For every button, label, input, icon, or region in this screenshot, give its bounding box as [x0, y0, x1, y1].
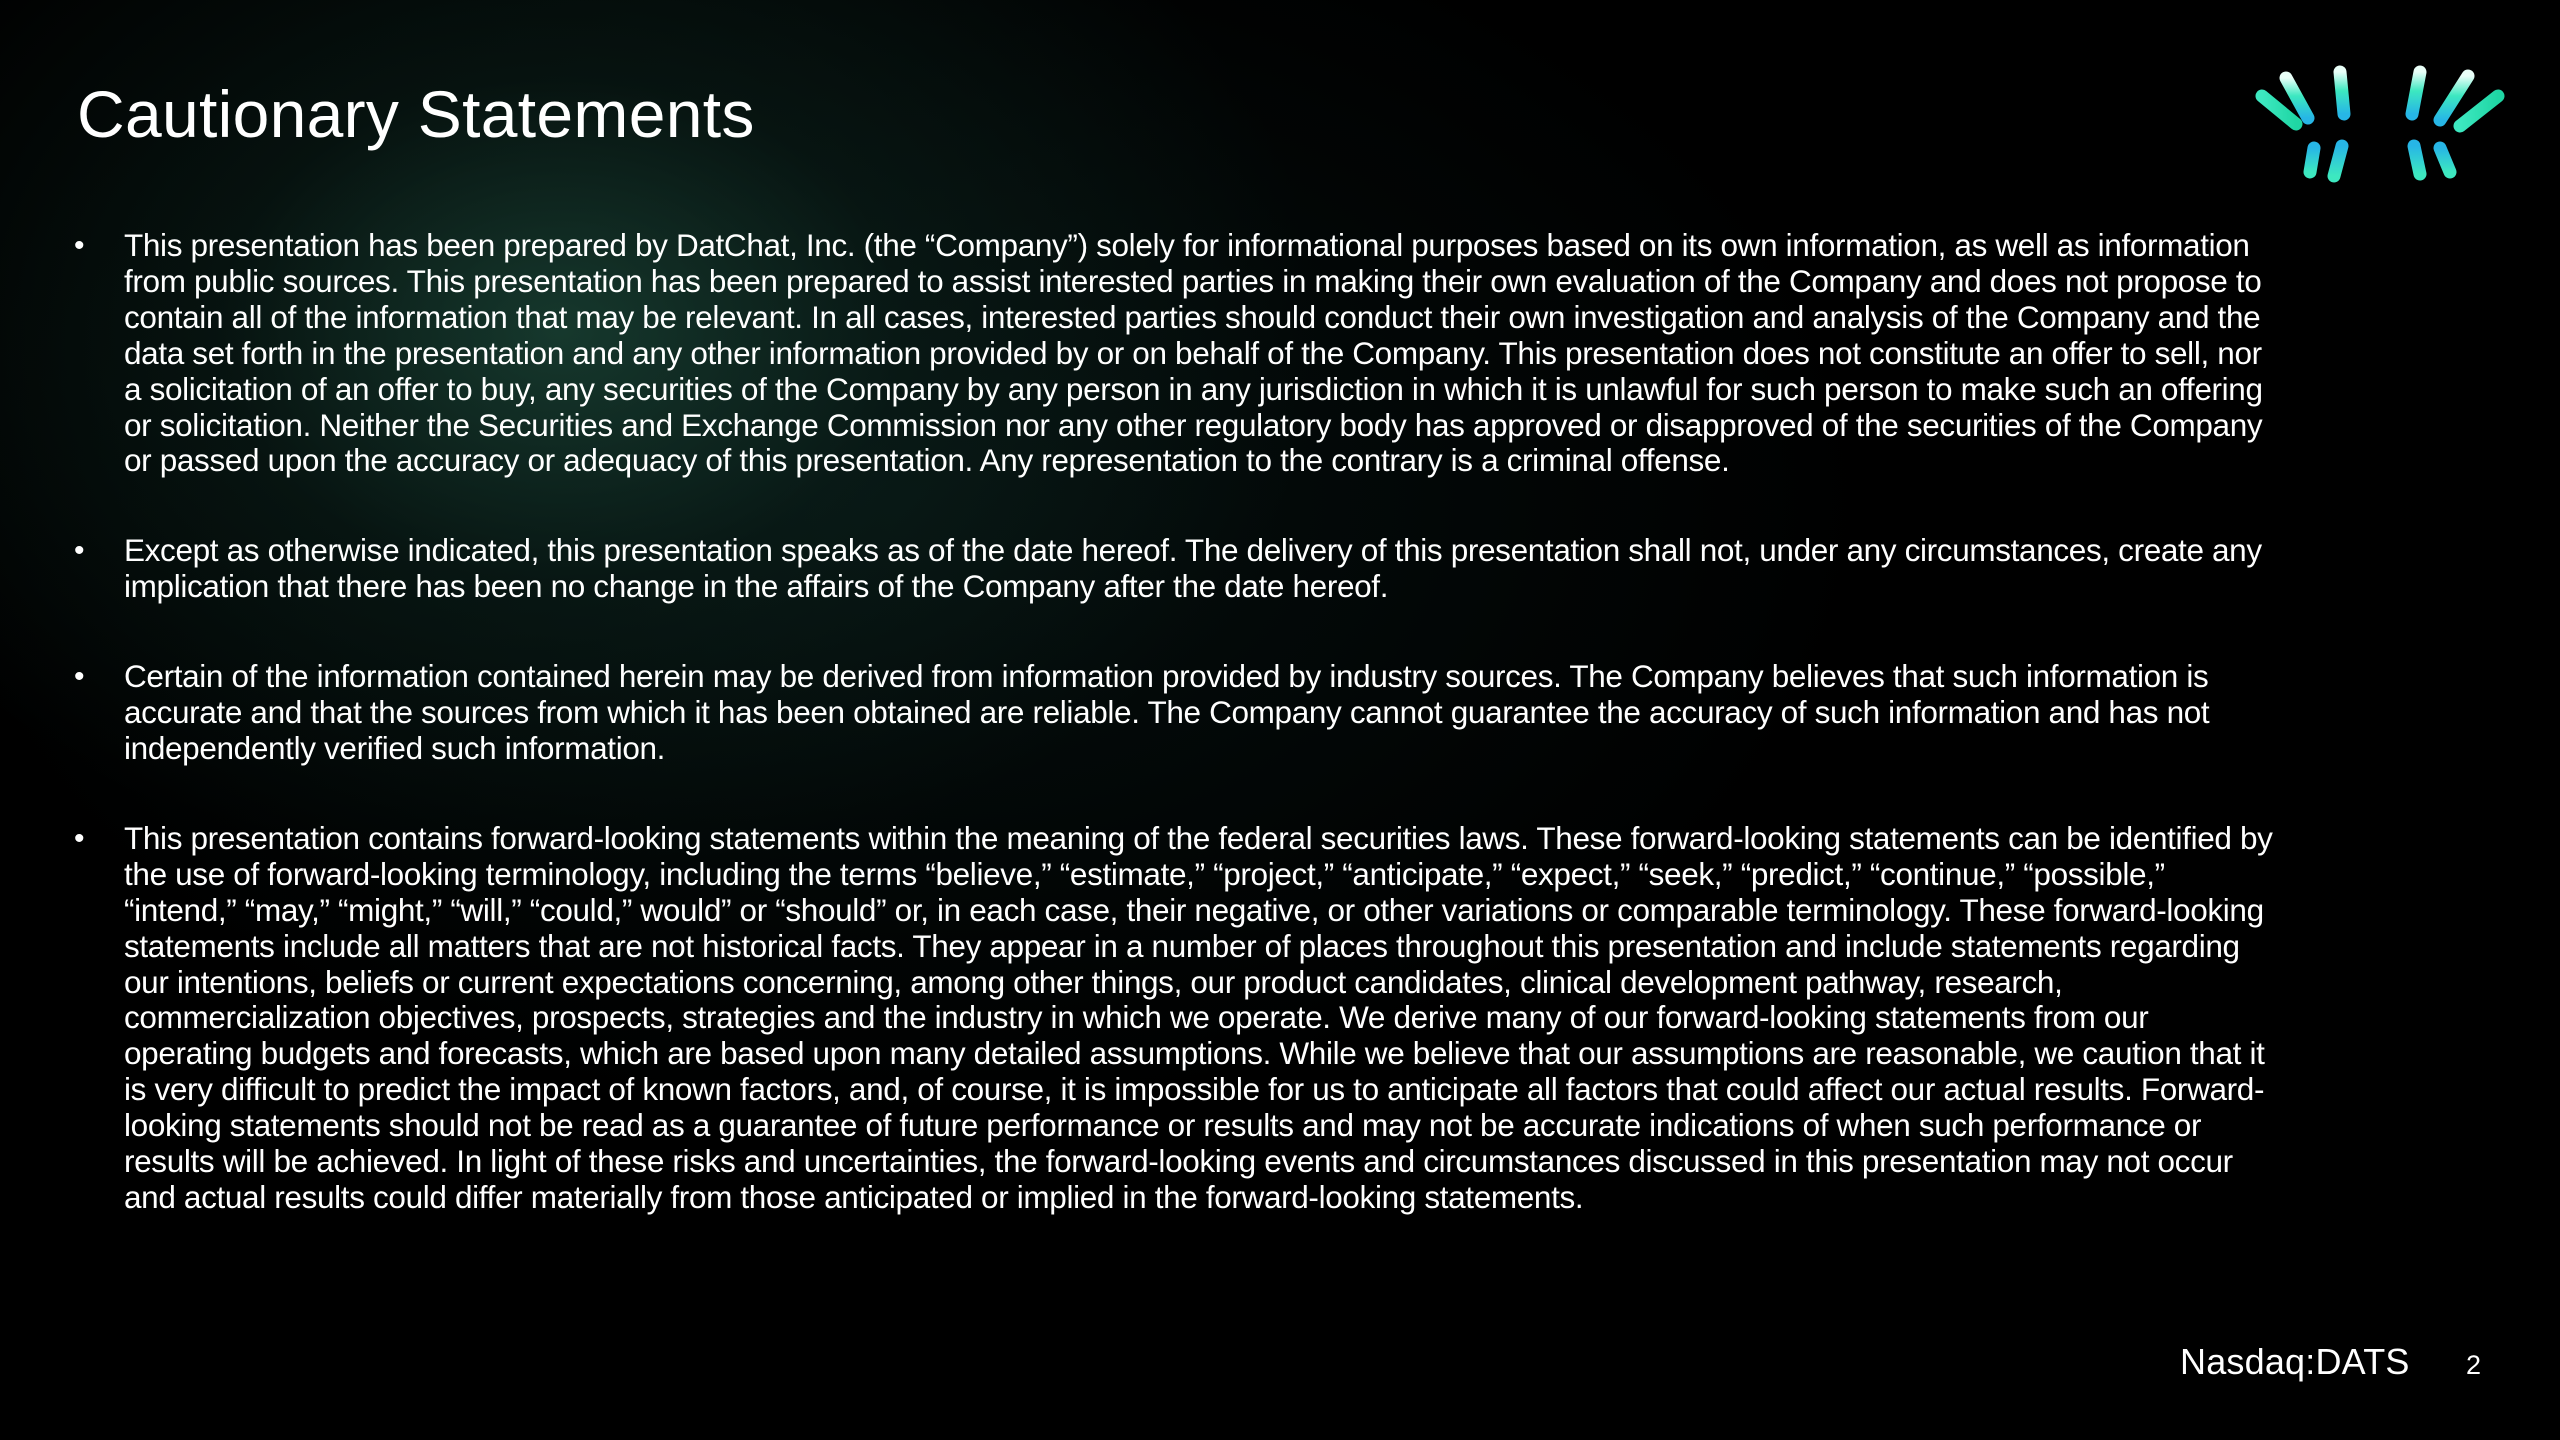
bullet-marker: •	[74, 229, 85, 262]
bullet-text: This presentation has been prepared by DatChat, Inc. (the “Company”) solely for informational purposes based on its own information, as well as information from public sources. This presentation has been prepared to assist interested parties in making their own evaluation of the Company and does not propose to contain all of the information that may be relevant. In all cases, interested parties should conduct their own investigation and analysis of the Company and the data set forth in the presentation and any other information provided by or on behalf of the Company. This presentation does not constitute an offer to sell, nor a solicitation of an offer to buy, any securities of the Company by any person in any jurisdiction in which it is unlawful for such person to make such an offering or solicitation. Neither the Securities and Exchange Commission nor any other regulatory body has approved or disapproved of the securities of the Company or passed upon the accuracy or adequacy of this presentation. Any representation to the contrary is a criminal offense.	[124, 227, 2263, 479]
footer-ticker: Nasdaq:DATS	[2180, 1341, 2410, 1382]
bullet-text: Certain of the information contained herein may be derived from information provided by industry sources. The Company believes that such information is accurate and that the sources from which it has been obtained are reliable. The Company cannot guarantee the accuracy of such information and has not independently verified such information.	[124, 658, 2210, 766]
page-number: 2	[2466, 1350, 2482, 1380]
bullet-text: This presentation contains forward-looking statements within the meaning of the federal securities laws. These forward-looking statements can be identified by the use of forward-looking terminology, including the terms “believe,” “estimate,” “project,” “anticipate,” “expect,” “seek,” “predict,” “continue,” “possible,” “intend,” “may,” “might,” “will,” “could,” would” or “should” or, in each case, their negative, or other variations or comparable terminology. These forward-looking statements include all matters that are not historical facts. They appear in a number of places throughout this presentation and include statements regarding our intentions, beliefs or current expectations concerning, among other things, our product candidates, clinical development pathway, research, commercialization objectives, prospects, strategies and the industry in which we operate. We derive many of our forward-looking statements from our operating budgets and forecasts, which are based upon many detailed assumptions. While we believe that our assumptions are reasonable, we caution that it is very difficult to predict the impact of known factors, and, of course, it is impossible for us to anticipate all factors that could affect our actual results. Forward-looking statements should not be read as a guarantee of future performance or results and may not be accurate indications of when such performance or results will be achieved. In light of these risks and uncertainties, the forward-looking events and circumstances discussed in this presentation may not occur and actual results could differ materially from those anticipated or implied in the forward-looking statements.	[124, 819, 2273, 1215]
bullet-item	[74, 659, 2284, 767]
bullet-marker: •	[74, 534, 85, 568]
bullet-marker: •	[74, 660, 85, 694]
bullet-marker: •	[74, 821, 85, 855]
bullet-item	[74, 228, 2284, 479]
bullet-item	[74, 821, 2284, 1216]
datchat-logo-icon	[2250, 62, 2510, 190]
bullet-item	[74, 533, 2284, 605]
slide-title: Cautionary Statements	[77, 77, 755, 151]
bullet-text: Except as otherwise indicated, this presentation speaks as of the date hereof. The delivery of this presentation shall not, under any circumstances, create any implication that there has been no change in the affairs of the Company after the date hereof.	[124, 532, 2262, 605]
bullet-list	[74, 228, 2284, 1270]
